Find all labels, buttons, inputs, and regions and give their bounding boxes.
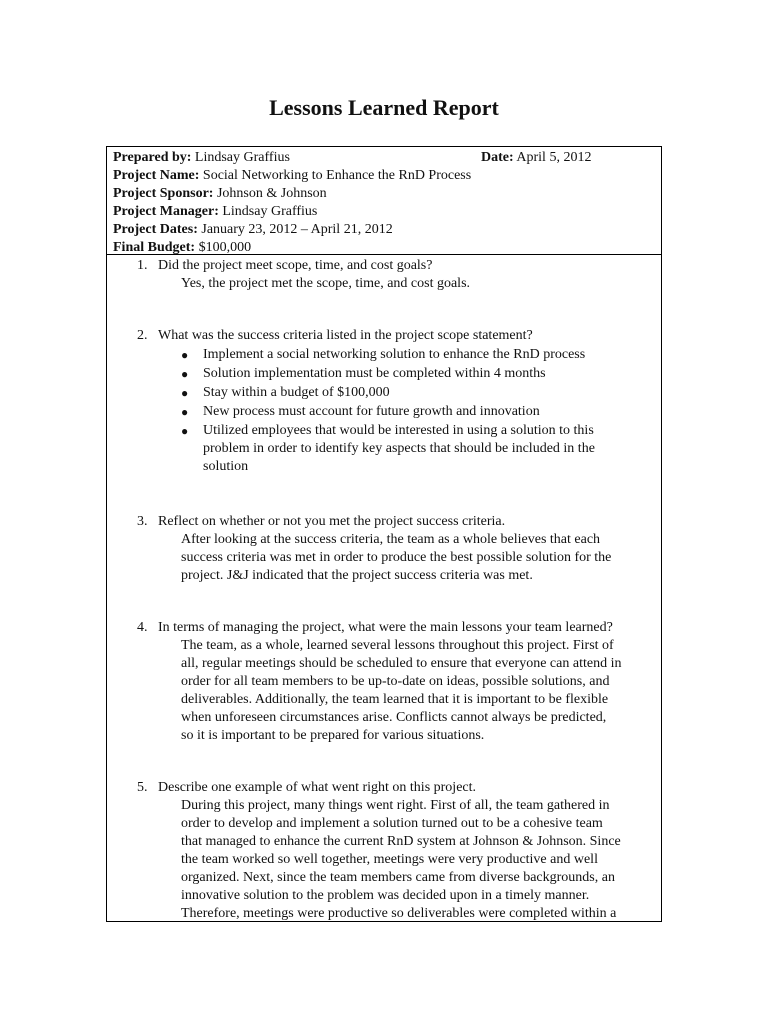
answer-line: Therefore, meetings were productive so deliverables were completed within a [181, 906, 617, 921]
question-text: Describe one example of what went right on this project. [158, 780, 477, 795]
project-manager-value: Lindsay Graffius [222, 204, 318, 219]
answer-line: organized. Next, since the team members came from diverse backgrounds, an [181, 870, 615, 885]
question-number: 1. [137, 258, 148, 273]
project-dates-value: January 23, 2012 – April 21, 2012 [201, 222, 393, 237]
prepared-by-label: Prepared by: [113, 150, 192, 165]
project-sponsor-row [113, 185, 661, 203]
answer-line: The team, as a whole, learned several lessons throughout this project. First of [181, 638, 614, 653]
answer-line: all, regular meetings should be scheduled to ensure that everyone can attend in [181, 656, 622, 671]
question-text: Did the project meet scope, time, and cost goals? [158, 258, 433, 273]
answer-line: Yes, the project met the scope, time, and cost goals. [181, 276, 471, 291]
report-table [106, 146, 662, 922]
answer-text [181, 637, 657, 745]
answer-text [181, 531, 657, 585]
bullet-icon: ● [181, 386, 189, 400]
bullet-icon: ● [181, 424, 189, 438]
answer-line: order to develop and implement a solution turned out to be a cohesive team [181, 816, 603, 831]
final-budget-value: $100,000 [198, 240, 252, 255]
project-sponsor-label: Project Sponsor: [113, 186, 214, 201]
answer-line: order for all team members to be up-to-date on ideas, possible solutions, and [181, 674, 610, 689]
bullet-icon: ● [181, 367, 189, 381]
bullet-text: Implement a social networking solution to enhance the RnD process [203, 347, 586, 362]
project-dates-row [113, 221, 661, 239]
answer-line: innovative solution to the problem was decided upon in a timely manner. [181, 888, 590, 903]
date-label: Date: [481, 150, 514, 165]
answer-line: the team worked so well together, meetings were very productive and well [181, 852, 598, 867]
answer-text [181, 797, 657, 922]
project-name-label: Project Name: [113, 168, 200, 183]
date-value: April 5, 2012 [516, 150, 592, 165]
question-text: Reflect on whether or not you met the project success criteria. [158, 514, 506, 529]
bullet-icon: ● [181, 405, 189, 419]
bullet-text: Solution implementation must be completed within 4 months [203, 366, 546, 381]
question-number: 3. [137, 514, 148, 529]
project-manager-row [113, 203, 661, 221]
bullet-text: Utilized employees that would be interested in using a solution to this problem in order to identify key aspects that should be included in the solution [203, 423, 595, 474]
date-field [481, 149, 591, 167]
bullet-text: Stay within a budget of $100,000 [203, 385, 390, 400]
project-sponsor-value: Johnson & Johnson [216, 186, 327, 201]
answer-line: that managed to enhance the current RnD system at Johnson & Johnson. Since [181, 834, 621, 849]
question-text: In terms of managing the project, what were the main lessons your team learned? [158, 620, 613, 635]
project-dates-label: Project Dates: [113, 222, 198, 237]
answer-line: success criteria was met in order to produce the best possible solution for the [181, 550, 612, 565]
answer-text [181, 275, 657, 293]
project-info-section [107, 147, 661, 255]
project-name-row [113, 167, 661, 185]
question-number: 5. [137, 780, 148, 795]
report-title: Lessons Learned Report [269, 95, 499, 120]
project-name-value: Social Networking to Enhance the RnD Process [202, 168, 472, 183]
bullet-icon: ● [181, 348, 189, 362]
question-number: 4. [137, 620, 148, 635]
final-budget-row [113, 239, 661, 257]
question-number: 2. [137, 328, 148, 343]
answer-line: During this project, many things went right. First of all, the team gathered in [181, 798, 610, 813]
project-manager-label: Project Manager: [113, 204, 219, 219]
answer-line: so it is important to be prepared for various situations. [181, 728, 485, 743]
answer-line: After looking at the success criteria, the team as a whole believes that each [181, 532, 601, 547]
answer-line: when unforeseen circumstances arise. Conflicts cannot always be predicted, [181, 710, 607, 725]
bullet-text: New process must account for future growth and innovation [203, 404, 540, 419]
prepared-by-value: Lindsay Graffius [194, 150, 290, 165]
answer-line: project. J&J indicated that the project success criteria was met. [181, 568, 533, 583]
prepared-by-row [113, 149, 661, 167]
answer-line: deliverables. Additionally, the team learned that it is important to be flexible [181, 692, 609, 707]
question-text: What was the success criteria listed in the project scope statement? [158, 328, 533, 343]
final-budget-label: Final Budget: [113, 240, 196, 255]
